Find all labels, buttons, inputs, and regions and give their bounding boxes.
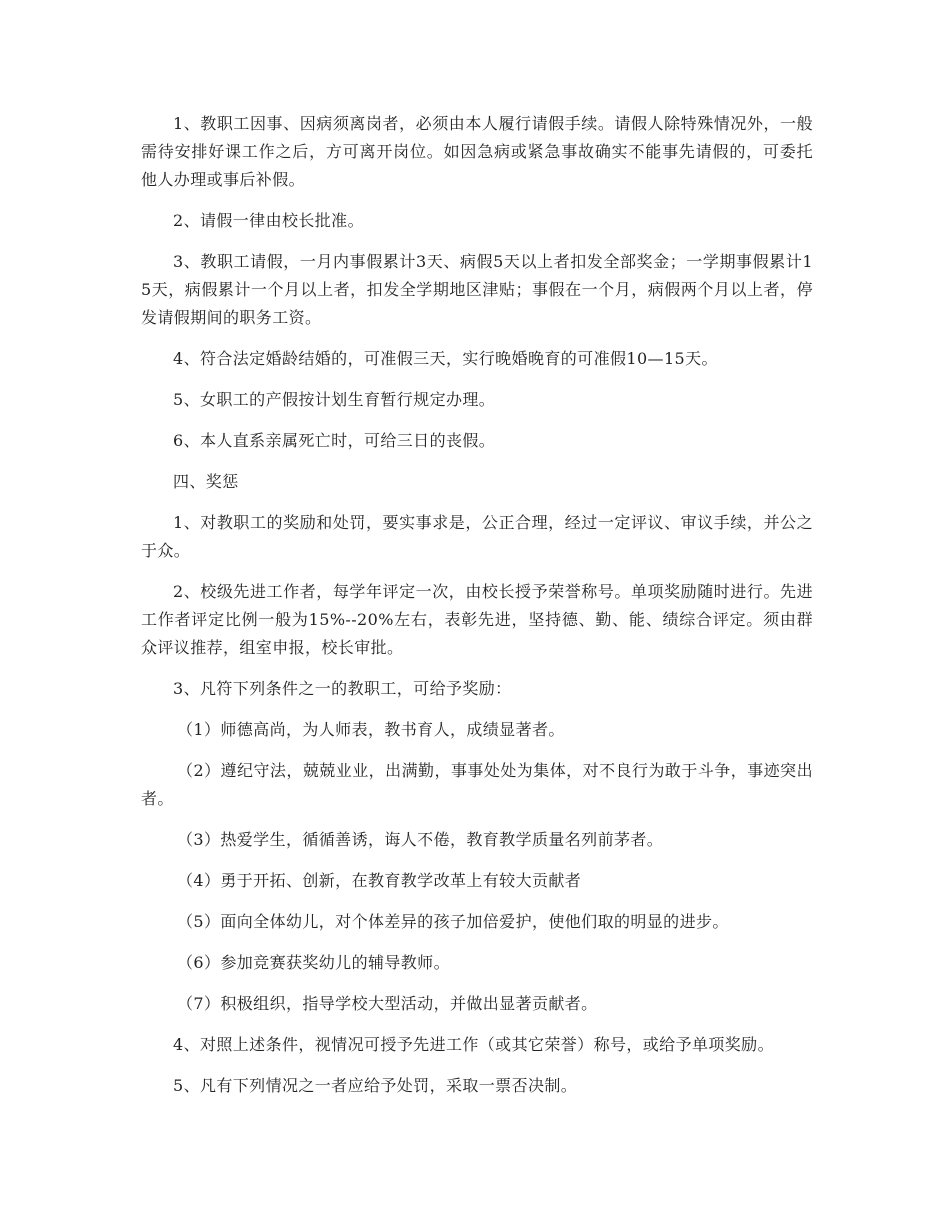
paragraph-bereavement-leave: 6、本人直系亲属死亡时，可给三日的丧假。 [173, 431, 496, 450]
list-item-condition-5: （5）面向全体幼儿，对个体差异的孩子加倍爱护，使他们取的明显的进步。 [177, 912, 729, 931]
paragraph-leave-deduction: 3、教职工请假，一月内事假累计3天、病假5天以上者扣发全部奖金；一学期事假累计15天，病假累计一个月以上者，扣发全学期地区津贴；事假在一个月，病假两个月以上者，停发请假期间的职务工资。 [141, 252, 813, 327]
paragraph-reward-principle: 1、对教职工的奖励和处罚，要实事求是，公正合理，经过一定评议、审议手续，并公之于众。 [141, 513, 813, 560]
document-body [141, 110, 813, 1113]
list-item-condition-1: （1）师德高尚，为人师表，教书育人，成绩显著者。 [177, 720, 565, 739]
paragraph-maternity-leave: 5、女职工的产假按计划生育暂行规定办理。 [173, 390, 496, 409]
list-item-condition-6: （6）参加竞赛获奖幼儿的辅导教师。 [177, 953, 450, 972]
list-item-condition-3: （3）热爱学生，循循善诱，诲人不倦，教育教学质量名列前茅者。 [177, 830, 664, 849]
paragraph-reward-conditions: 3、凡符下列条件之一的教职工，可给予奖励： [173, 679, 512, 698]
paragraph-marriage-leave: 4、符合法定婚龄结婚的，可准假三天，实行晚婚晚育的可准假10—15天。 [173, 349, 718, 368]
paragraph-advanced-worker: 2、校级先进工作者，每学年评定一次，由校长授予荣誉称号。单项奖励随时进行。先进工作者评定比例一般为15%--20%左右，表彰先进，坚持德、勤、能、绩综合评定。须由群众评议推荐，组室申报，校长审批。 [141, 582, 813, 657]
list-item-condition-7: （7）积极组织，指导学校大型活动，并做出显著贡献者。 [177, 994, 598, 1013]
paragraph-leave-approval: 2、请假一律由校长批准。 [173, 211, 364, 230]
paragraph-leave-procedure: 1、教职工因事、因病须离岗者，必须由本人履行请假手续。请假人除特殊情况外，一般需待安排好课工作之后，方可离开岗位。如因急病或紧急事故确实不能事先请假的，可委托他人办理或事后补假。 [141, 114, 813, 189]
list-item-condition-4: （4）勇于开拓、创新，在教育教学改革上有较大贡献者 [177, 871, 582, 890]
section-heading-rewards: 四、奖惩 [173, 472, 239, 491]
list-item-condition-2: （2）遵纪守法，兢兢业业，出满勤，事事处处为集体，对不良行为敢于斗争，事迹突出者。 [141, 761, 813, 808]
paragraph-award-title: 4、对照上述条件，视情况可授予先进工作（或其它荣誉）称号，或给予单项奖励。 [173, 1035, 774, 1054]
paragraph-punishment: 5、凡有下列情况之一者应给予处罚，采取一票否决制。 [173, 1076, 578, 1095]
